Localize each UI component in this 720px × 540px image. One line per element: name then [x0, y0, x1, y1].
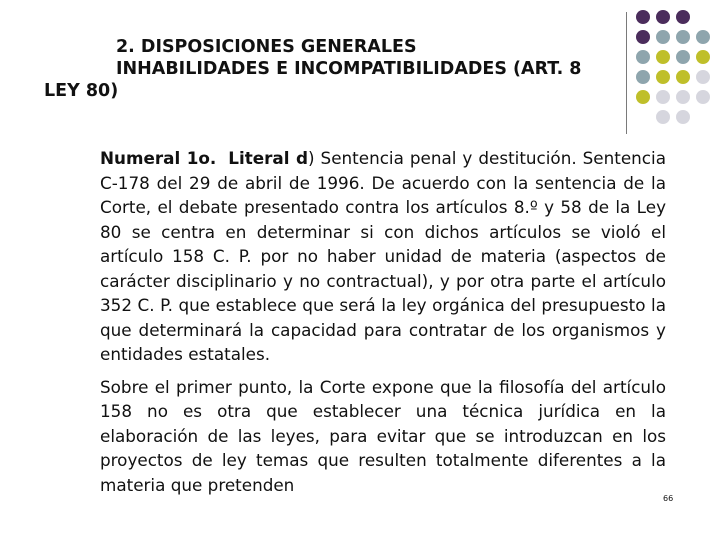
decorative-dot [656, 70, 670, 84]
title-line-3: LEY 80) [44, 81, 119, 101]
decorative-dot [636, 70, 650, 84]
decorative-dot [696, 70, 710, 84]
decorative-dot [656, 30, 670, 44]
decorative-dot [656, 90, 670, 104]
decorative-dot [676, 50, 690, 64]
numeral-label: Numeral 1o. [100, 148, 217, 168]
title-line-2: INHABILIDADES E INCOMPATIBILIDADES (ART. 8 [116, 59, 582, 79]
paragraph-2 [100, 375, 666, 498]
paragraph-1-text: ) Sentencia penal y destitución. Sentencia C-178 del 29 de abril de 1996. De acuerdo con la sentencia de la Corte, el debate presentado contra los artículos 8.º y 58 de la Ley 80 se centra en determinar si con dichos artículos se violó el artículo 158 C. P. por no haber unidad de materia (aspectos de carácter disciplinario y no contractual), y por otra parte el artículo 352 C. P. que establece que será la ley orgánica del presupuesto la que determinará la capacidad para contratar de los organismos y entidades estatales. [100, 148, 666, 364]
decorative-dot [696, 90, 710, 104]
decorative-dot [696, 30, 710, 44]
decorative-dot [676, 30, 690, 44]
decorative-dot [656, 110, 670, 124]
title-line-1: 2. DISPOSICIONES GENERALES [116, 37, 417, 57]
decorative-dot [676, 10, 690, 24]
page-number: 66 [663, 494, 674, 503]
decorative-dot [696, 50, 710, 64]
slide-title [44, 36, 624, 102]
decorative-dot [636, 50, 650, 64]
decorative-dot [656, 50, 670, 64]
literal-label: Literal d [228, 148, 309, 168]
decorative-dot [636, 90, 650, 104]
divider-line [626, 12, 627, 134]
body-text [100, 146, 666, 497]
decorative-dot [676, 70, 690, 84]
paragraph-1 [100, 146, 666, 367]
decorative-dot [676, 110, 690, 124]
decorative-dot [676, 90, 690, 104]
decorative-dot [656, 10, 670, 24]
decorative-dot [636, 30, 650, 44]
paragraph-2-text: Sobre el primer punto, la Corte expone que la filosofía del artículo 158 no es otra que establecer una técnica jurídica en la elaboración de las leyes, para evitar que se introduzcan en los proyectos de ley temas que resulten totalmente diferentes a la materia que pretenden [100, 376, 666, 495]
decorative-dot [636, 10, 650, 24]
